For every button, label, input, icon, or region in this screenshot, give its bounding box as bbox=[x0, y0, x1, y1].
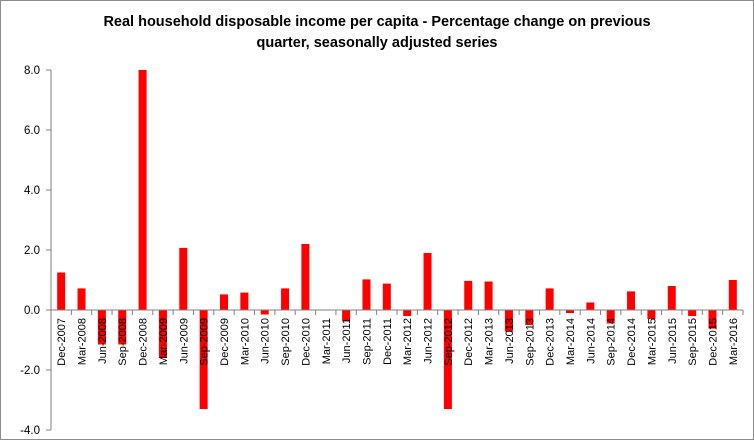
x-tick-label: Jun-2011 bbox=[341, 318, 354, 364]
x-tick-label: Dec-2008 bbox=[137, 318, 150, 366]
x-tick-label: Dec-2013 bbox=[544, 318, 557, 366]
x-tick-label: Mar-2008 bbox=[76, 318, 89, 366]
bar bbox=[261, 310, 269, 315]
bar bbox=[240, 293, 248, 310]
x-tick-label: Sep-2012 bbox=[442, 317, 455, 366]
chart-title-line2: quarter, seasonally adjusted series bbox=[256, 35, 498, 51]
bar bbox=[586, 303, 594, 311]
x-tick-label: Dec-2015 bbox=[707, 317, 720, 366]
x-tick-label: Dec-2011 bbox=[381, 317, 394, 365]
x-tick-label: Jun-2014 bbox=[585, 317, 598, 364]
y-axis bbox=[20, 65, 51, 437]
y-tick-label: 0.0 bbox=[24, 305, 40, 317]
x-tick-label: Sep-2009 bbox=[198, 318, 211, 366]
x-tick-label: Sep-2015 bbox=[687, 318, 700, 366]
bar bbox=[57, 273, 65, 311]
x-tick-label: Dec-2007 bbox=[56, 318, 69, 366]
x-tick-label: Mar-2012 bbox=[402, 318, 415, 366]
y-tick-label: -4.0 bbox=[20, 425, 40, 437]
x-axis bbox=[51, 310, 743, 366]
bar bbox=[139, 70, 147, 310]
x-tick-label: Jun-2015 bbox=[666, 317, 679, 364]
x-tick-label: Mar-2011 bbox=[320, 317, 333, 365]
x-tick-label: Dec-2010 bbox=[300, 317, 313, 366]
x-tick-label: Mar-2014 bbox=[565, 318, 577, 366]
x-tick-label: Jun-2008 bbox=[96, 317, 109, 364]
bar bbox=[668, 286, 676, 310]
bar bbox=[78, 288, 86, 310]
x-tick-label: Dec-2012 bbox=[463, 318, 476, 366]
x-tick-label: Sep-2013 bbox=[524, 317, 537, 366]
x-tick-label: Mar-2013 bbox=[483, 318, 496, 366]
x-tick-label: Jun-2010 bbox=[259, 318, 272, 364]
bar bbox=[362, 279, 370, 310]
bar bbox=[546, 288, 554, 310]
bar bbox=[179, 248, 187, 310]
x-tick-label: Mar-2015 bbox=[646, 317, 659, 366]
bar bbox=[627, 291, 635, 310]
x-tick-label: Dec-2014 bbox=[626, 318, 639, 366]
bar bbox=[424, 253, 432, 310]
bar bbox=[383, 284, 391, 310]
bar bbox=[464, 281, 472, 310]
y-tick-label: 6.0 bbox=[24, 125, 40, 137]
chart-title-line1: Real household disposable income per capita - Percentage change on previous bbox=[103, 14, 651, 30]
y-tick-label: 4.0 bbox=[24, 185, 40, 197]
x-tick-label: Sep-2014 bbox=[605, 318, 618, 366]
bar bbox=[220, 294, 228, 310]
y-tick-label: 2.0 bbox=[24, 245, 40, 257]
x-tick-label: Mar-2010 bbox=[239, 317, 252, 366]
bar bbox=[301, 244, 309, 310]
y-tick-label: -2.0 bbox=[20, 365, 40, 377]
x-tick-label: Mar-2009 bbox=[157, 317, 170, 366]
x-tick-label: Jun-2009 bbox=[178, 317, 191, 364]
bar bbox=[729, 280, 737, 310]
bar bbox=[647, 310, 655, 319]
bar bbox=[403, 310, 411, 316]
y-tick-label: 8.0 bbox=[24, 65, 40, 77]
x-tick-label: Jun-2012 bbox=[422, 318, 435, 364]
x-tick-label: Sep-2008 bbox=[117, 318, 130, 366]
x-tick-label: Sep-2011 bbox=[361, 317, 374, 365]
bar bbox=[485, 282, 493, 311]
bar bbox=[688, 310, 696, 316]
x-tick-label: Dec-2009 bbox=[219, 318, 231, 366]
x-tick-label: Mar-2016 bbox=[727, 317, 740, 366]
bar bbox=[281, 288, 289, 310]
x-tick-label: Sep-2010 bbox=[280, 318, 293, 366]
x-tick-label: Jun-2013 bbox=[503, 317, 516, 364]
